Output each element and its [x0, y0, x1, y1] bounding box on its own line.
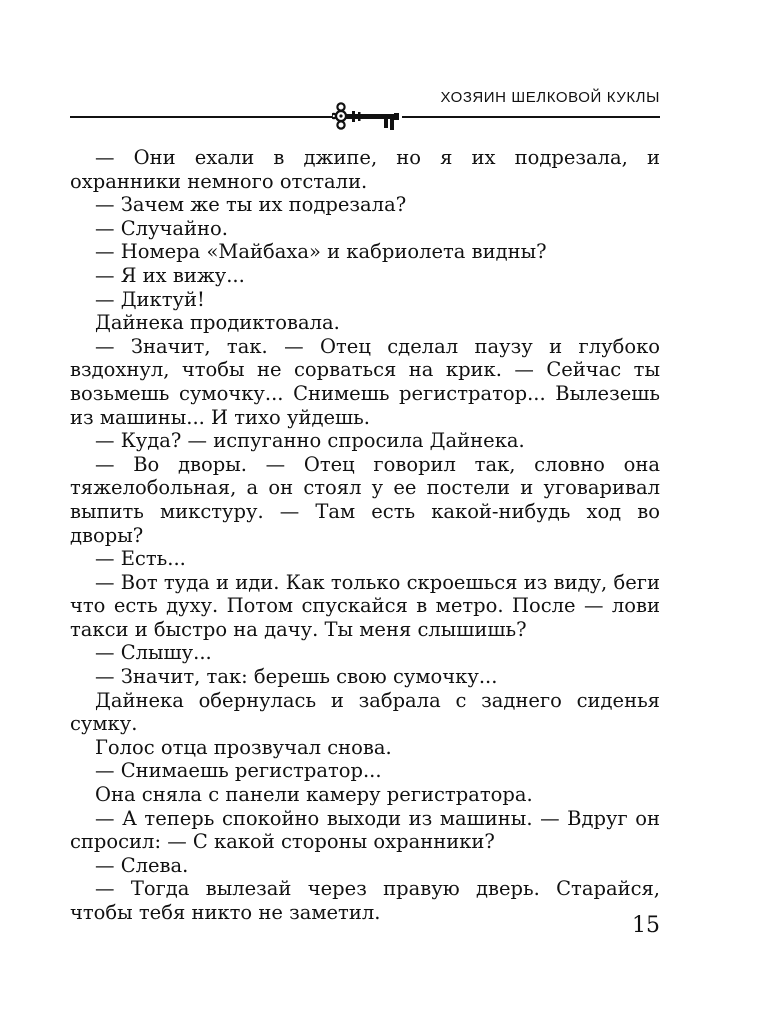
paragraph: — Значит, так. — Отец сделал паузу и глубоко вздохнул, чтобы не сорваться на крик. — Сейчас ты возьмешь сумочку... Снимешь регистратор... Вылезешь из машины... И тихо уйдешь. [70, 334, 660, 429]
paragraph: — Слева. [95, 853, 189, 877]
paragraph: — Зачем же ты их подрезала? [95, 193, 407, 217]
paragraph: — Диктуй! [95, 287, 205, 311]
header-rule-left [70, 116, 332, 118]
body-text [70, 146, 660, 925]
header-rule-right [402, 116, 660, 118]
key-icon [332, 100, 402, 132]
running-head [0, 0, 768, 140]
paragraph: — Слышу... [95, 641, 212, 665]
paragraph: — Куда? — испуганно спросила Дайнека. [95, 429, 525, 453]
page-number: 15 [632, 913, 660, 938]
paragraph: — Они ехали в джипе, но я их подрезала, и охранники немного отстали. [70, 146, 660, 193]
paragraph: Дайнека продиктовала. [95, 311, 340, 335]
running-head-title: ХОЗЯИН ШЕЛКОВОЙ КУКЛЫ [440, 89, 660, 106]
paragraph: — Тогда вылезай через правую дверь. Старайся, чтобы тебя никто не заметил. [70, 877, 660, 924]
paragraph: Голос отца прозвучал снова. [95, 735, 392, 759]
paragraph: — Во дворы. — Отец говорил так, словно она тяжелобольная, а он стоял у ее постели и уговаривал выпить микстуру. — Там есть какой-нибудь ход во дворы? [70, 452, 660, 547]
paragraph: — Я их вижу... [95, 263, 245, 287]
paragraph: — Есть... [95, 547, 186, 571]
paragraph: — Случайно. [95, 216, 228, 240]
paragraph: — Значит, так: берешь свою сумочку... [95, 665, 498, 689]
paragraph: Дайнека обернулась и забрала с заднего сиденья сумку. [70, 688, 660, 736]
paragraph: — А теперь спокойно выходи из машины. — Вдруг он спросил: — С какой стороны охранники? [70, 806, 660, 854]
paragraph: — Номера «Майбаха» и кабриолета видны? [95, 240, 547, 264]
paragraph: Она сняла с панели камеру регистратора. [95, 783, 533, 807]
paragraph: — Вот туда и иди. Как только скроешься из виду, беги что есть духу. Потом спускайся в метро. После — лови такси и быстро на дачу. Ты меня слышишь? [70, 570, 660, 641]
paragraph: — Снимаешь регистратор... [95, 759, 382, 783]
